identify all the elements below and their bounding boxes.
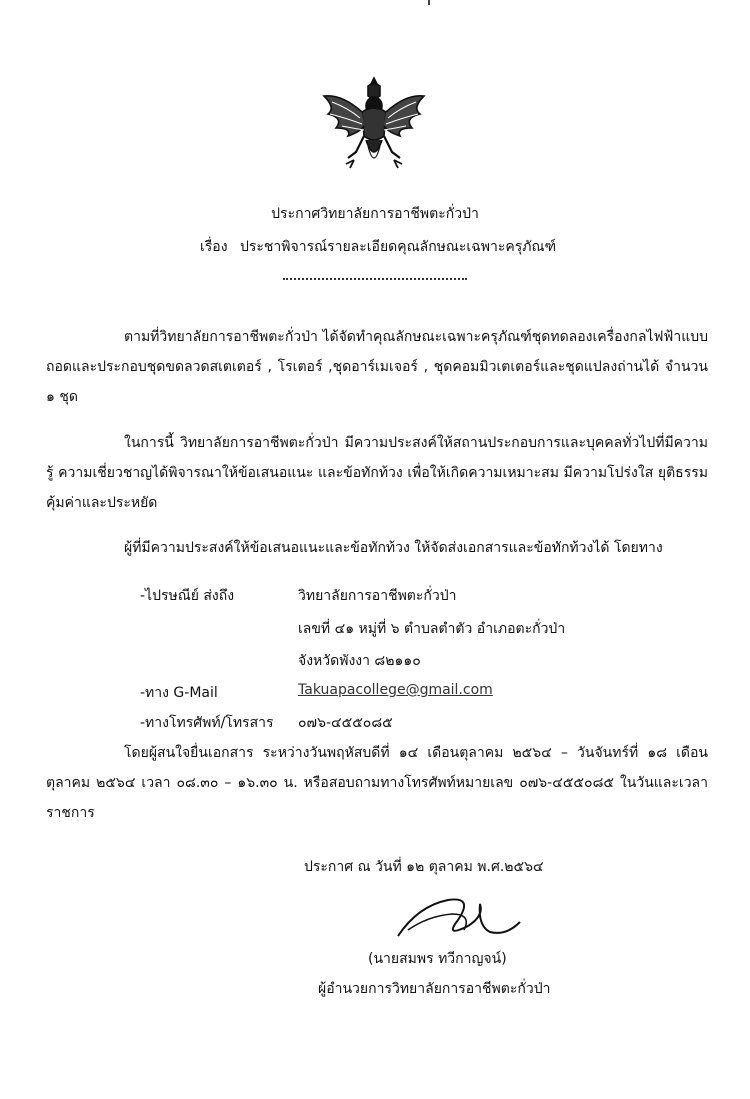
post-address-line-1: วิทยาลัยการอาชีพตะกั่วป่า <box>298 588 457 604</box>
handwritten-signature-icon <box>388 886 528 956</box>
announcement-title: ประกาศวิทยาลัยการอาชีพตะกั่วป่า <box>271 206 479 222</box>
announce-date: ประกาศ ณ วันที่ ๑๒ ตุลาคม พ.ศ.๒๕๖๔ <box>304 859 544 875</box>
phone-value: ๐๗๖-๔๕๕๐๘๕ <box>298 715 393 731</box>
paragraph-2-text: ในการนี้ วิทยาลัยการอาชีพตะกั่วป่า มีความประสงค์ให้สถานประกอบการและบุคคลทั่วไปที่มีความรู้ ความเชี่ยวชาญได้พิจารณาให้ข้อเสนอแนะ และข้อทักท้วง เพื่อให้เกิดความเหมาะสม มีความโปร่งใส ยุติธรรม คุ้มค่าและประหยัด <box>46 435 708 511</box>
gmail-link[interactable]: Takuapacollege@gmail.com <box>298 682 493 698</box>
paragraph-2 <box>46 428 708 518</box>
schedule-text: โดยผู้สนใจยื่นเอกสาร ระหว่างวันพฤหัสบดีที่ ๑๔ เดือนตุลาคม ๒๕๖๔ – วันจันทร์ที่ ๑๘ เดือนตุลาคม ๒๕๖๔ เวลา ๐๘.๓๐ – ๑๖.๓๐ น. หรือสอบถามทางโทรศัพท์หมายเลข ๐๗๖-๔๕๕๐๘๕ ในวันและเวลาราชการ <box>46 745 708 821</box>
subject-text: ประชาพิจารณ์รายละเอียดคุณลักษณะเฉพาะครุภัณฑ์ <box>240 239 557 255</box>
subject-label: เรื่อง <box>200 239 228 255</box>
post-label: -ไปรษณีย์ ส่งถึง <box>140 588 235 604</box>
schedule-paragraph <box>46 738 708 828</box>
paragraph-1-text: ตามที่วิทยาลัยการอาชีพตะกั่วป่า ได้จัดทำคุณลักษณะเฉพาะครุภัณฑ์ชุดทดลองเครื่องกลไฟฟ้าแบบถอดและประกอบชุดขดลวดสเตเตอร์ , โรเตอร์ ,ชุดอาร์เมเจอร์ , ชุดคอมมิวเตเตอร์และชุดแปลงถ่านได้ จำนวน ๑ ชุด <box>46 329 708 405</box>
paragraph-3-text: ผู้ที่มีความประสงค์ให้ข้อเสนอแนะและข้อทักท้วง ให้จัดส่งเอกสารและข้อทักท้วงได้ โดยทาง <box>124 540 663 556</box>
gmail-label: -ทาง G-Mail <box>140 685 218 701</box>
separator-dots <box>283 278 467 280</box>
scan-mark <box>428 0 430 5</box>
phone-label: -ทางโทรศัพท์/โทรสาร <box>140 715 274 731</box>
signer-position: ผู้อำนวยการวิทยาลัยการอาชีพตะกั่วป่า <box>318 981 551 997</box>
garuda-emblem-icon <box>318 74 430 174</box>
post-address-line-2: เลขที่ ๔๑ หมู่ที่ ๖ ตำบลตำตัว อำเภอตะกั่วป่า <box>298 621 566 637</box>
post-address-line-3: จังหวัดพังงา ๘๒๑๑๐ <box>298 653 421 669</box>
signer-name: (นายสมพร ทวีกาญจน์) <box>368 951 507 967</box>
paragraph-1 <box>46 322 708 412</box>
